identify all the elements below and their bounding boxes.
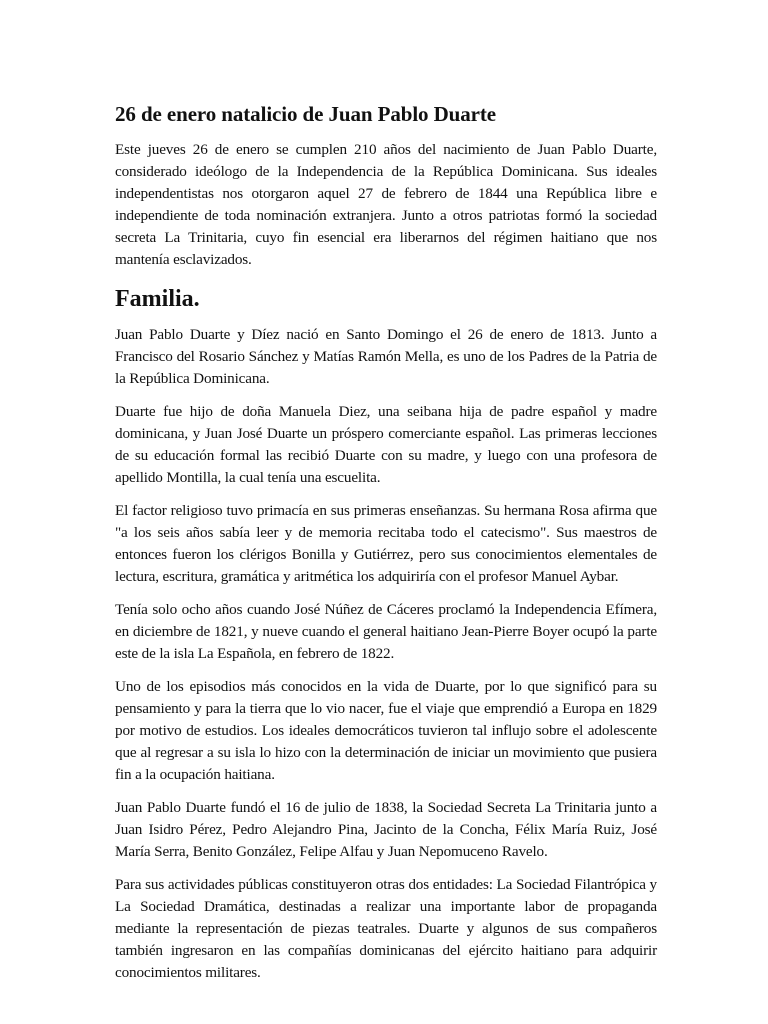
document-title: 26 de enero natalicio de Juan Pablo Duarte <box>115 102 496 126</box>
body-paragraph: Tenía solo ocho años cuando José Núñez de Cáceres proclamó la Independencia Efímera, en diciembre de 1821, y nueve cuando el general haitiano Jean-Pierre Boyer ocupó la parte este de la isla La Española, en febrero de 1822. <box>115 601 657 662</box>
body-paragraph: Uno de los episodios más conocidos en la vida de Duarte, por lo que significó para su pensamiento y para la tierra que lo vio nacer, fue el viaje que emprendió a Europa en 1829 por motivo de estudios. Los ideales democráticos tuvieron tal influjo sobre el adolescente que al regresar a su isla lo hizo con la determinación de iniciar un movimiento que pusiera fin a la ocupación haitiana. <box>115 678 657 783</box>
body-paragraph: Juan Pablo Duarte fundó el 16 de julio de 1838, la Sociedad Secreta La Trinitaria junto a Juan Isidro Pérez, Pedro Alejandro Pina, Jacinto de la Concha, Félix María Ruiz, José María Serra, Benito González, Felipe Alfau y Juan Nepomuceno Ravelo. <box>115 799 657 860</box>
document-page <box>115 100 657 995</box>
intro-paragraph: Este jueves 26 de enero se cumplen 210 años del nacimiento de Juan Pablo Duarte, considerado ideólogo de la Independencia de la República Dominicana. Sus ideales independentistas nos otorgaron aquel 27 de febrero de 1844 una República libre e independiente de toda nominación extranjera. Junto a otros patriotas formó la sociedad secreta La Trinitaria, cuyo fin esencial era liberarnos del régimen haitiano que nos mantenía esclavizados. <box>115 141 657 268</box>
body-paragraph: Para sus actividades públicas constituyeron otras dos entidades: La Sociedad Filantrópica y La Sociedad Dramática, destinadas a realizar una importante labor de propaganda mediante la representación de piezas teatrales. Duarte y algunos de sus compañeros también ingresaron en las compañías dominicanas del ejército haitiano para adquirir conocimientos militares. <box>115 876 657 981</box>
body-paragraph: El factor religioso tuvo primacía en sus primeras enseñanzas. Su hermana Rosa afirma que "a los seis años sabía leer y de memoria recitaba todo el catecismo". Sus maestros de entonces fueron los clérigos Bonilla y Gutiérrez, pero sus conocimientos elementales de lectura, escritura, gramática y aritmética los adquiriría con el profesor Manuel Aybar. <box>115 502 657 585</box>
body-paragraph: Juan Pablo Duarte y Díez nació en Santo Domingo el 26 de enero de 1813. Junto a Francisco del Rosario Sánchez y Matías Ramón Mella, es uno de los Padres de la Patria de la República Dominicana. <box>115 326 657 387</box>
section-heading: Familia. <box>115 286 200 312</box>
body-paragraph: Duarte fue hijo de doña Manuela Diez, una seibana hija de padre español y madre dominicana, y Juan José Duarte un próspero comerciante español. Las primeras lecciones de su educación formal las recibió Duarte con su madre, y luego con una profesora de apellido Montilla, la cual tenía una escuelita. <box>115 403 657 486</box>
